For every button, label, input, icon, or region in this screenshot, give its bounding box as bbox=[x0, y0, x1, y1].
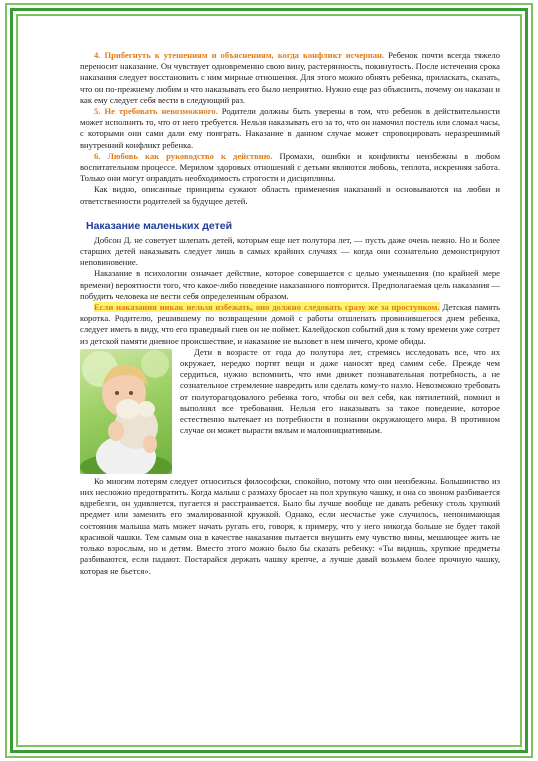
paragraph-7 bbox=[80, 302, 500, 347]
document-body bbox=[80, 50, 500, 577]
paragraph-3-lead: 6. Любовь как руководство к действию. bbox=[94, 150, 273, 161]
paragraph-9: Ко многим потерям следует относиться философски, спокойно, потому что они неизбежны. Большинство из них несложно предотвратить. Когда малыш с размаху бросает на пол хрупкую чашку, и она со звоном разбивается вдребезги, он удивляется, пугается и расстраивается. Было бы лучше вообще не давать ребенку столь хрупкий предмет или заменить его эмалированной кружкой. Однако, если несчастье уже случилось, непонимающая состояния малыша мать может начать ругать его, говоря, к примеру, что у него никогда больше не будет такой красивой чашки. Тем самым она в качестве наказания пытается внушить ему чувство вины, мешающее жить не только взрослым, но и детям. Вместо этого можно было бы сказать ребенку: «Ты видишь, хрупкие предметы разбиваются, если падают. Постарайся держать чашку крепче, а лучше давай возьмем более прочную чашку, которая не бьется». bbox=[80, 475, 500, 576]
paragraph-6: Наказание в психологии означает действие, которое совершается с целью уменьшения (по крайней мере времени) вероятности того, что какое-либо поведение наказанного повторится. Предполагаемая цель наказания — побудить человека не вести себя определенным образом. bbox=[80, 268, 500, 301]
paragraph-2-text: Родители должны быть уверены в том, что ребенок в действительности может исполнить то, что от него требуется. Нельзя наказывать его за то, что он намочил постель или сломал часы, с которыми они сами дали ему поиграть. Наказание в данном случае может спровоцировать неразрешимый внутренний конфликт ребенка. bbox=[80, 106, 500, 150]
section-title: Наказание маленьких детей bbox=[86, 219, 233, 232]
paragraph-5: Добсон Д. не советует шлепать детей, которым еще нет полутора лет, — пусть даже очень нежно. Но и более старших детей наказывать следует лишь в самых крайних случаях — когда они сознательно демонстрируют неповиновение. bbox=[80, 234, 500, 268]
paragraph-7-text: Детская память коротка. Родителю, решившему по возвращении домой с работы отшлепать провинившегося днем ребенка, следует иметь в виду, что его праведный гнев он не поймет. Калейдоскоп событий дня к тому времени уже сотрет из детской памяти дневное происшествие, и наказание не вызовет в нем ничего, кроме обиды. bbox=[80, 302, 501, 346]
child-with-toy-photo bbox=[80, 349, 172, 474]
paragraph-1-text: Ребенок почти всегда тяжело переносит наказание. Он чувствует одновременно свою вину, растерянность, покинутость. После истечения срока наказания следует восстановить с ним мирные отношения. Для этого можно обнять ребенка, приласкать, сказать, что он по-прежнему любим и что наказывать его было неприятно. Нужно еще раз объяснить, почему он наказан и как ему следует себя вести в следующий раз. bbox=[80, 50, 500, 105]
paragraph-4: Как видно, описанные принципы сужают область применения наказаний и основываются на любви и ответственности родителей за будущее детей. bbox=[80, 184, 500, 206]
paragraph-2 bbox=[80, 106, 500, 151]
paragraph-3 bbox=[80, 151, 500, 185]
paragraph-8: Дети в возрасте от года до полутора лет, стремясь исследовать все, что их окружает, нередко портят вещи и даже наносят вред самим себе. Прежде чем сердиться, нужно вспомнить, что ими движет познавательная потребность, а не сознательное стремление навредить или сделать кому-то назло. Невозможно требовать от полуторагодовалого ребенка того, чтобы он вел себя, как пятилетний, помнил и выполнял все требования. Нельзя его наказывать за такое поведение, которое естественно вытекает из потребности в познании окружающего мира. В противном случае он может вырасти вялым и малоинициативным. bbox=[180, 346, 500, 436]
paragraph-2-lead: 5. Не требовать невозможного. bbox=[94, 106, 218, 117]
paragraph-3-text: Промахи, ошибки и конфликты неизбежны в любом воспитательном процессе. Мерилом здоровых отношений с детьми являются любовь, теплота, искренняя забота. Только они могут оправдать необходимость строгости и дисциплины. bbox=[80, 150, 501, 184]
paragraph-7-lead: Если наказания никак нельзя избежать, оно должно следовать сразу же за проступком. bbox=[94, 302, 440, 313]
paragraph-1-lead: 4. Прибегнуть к утешениям и объяснениям, когда конфликт исчерпан. bbox=[94, 50, 385, 60]
paragraph-1 bbox=[80, 50, 500, 106]
